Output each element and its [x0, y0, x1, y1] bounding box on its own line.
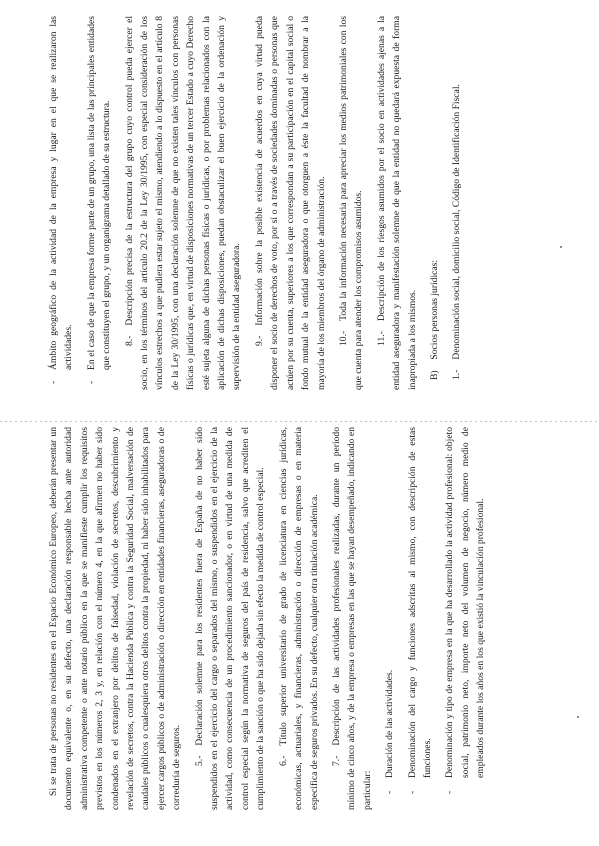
section-b-text: Socios personas jurídicas: — [428, 259, 440, 360]
section-b-paragraph-1-text: Denominación social, domicilio social, Código de Identificación Fiscal. — [451, 84, 463, 360]
paragraph-8-number: 8.- — [123, 335, 135, 346]
list-dash: - — [85, 380, 97, 384]
paragraph-9-text: Información sobre la posible existencia de acuerdos en cuya virtud pueda disponer el socio de derechos de voto, por sí o a través de sociedades dominadas o personas que actúen por su cuenta, superiores a los que correspondan a su participación en el capital social o fondo mutual de la entidad aseguradora o que otorguen a éste la facultad de nombrar a la mayoría de los miembros del órgano de administración. — [253, 16, 327, 390]
list-item-text: Ámbito geográfico de la actividad de la empresa y lugar en el que se realizaron las actividades. — [48, 16, 75, 370]
list-item — [46, 16, 77, 390]
paragraph-10-number: 10.- — [337, 330, 349, 346]
list-dash: - — [48, 380, 59, 384]
page-fold-line — [0, 421, 599, 422]
section-b-paragraph-1 — [449, 16, 464, 390]
paragraph-10 — [336, 16, 367, 390]
list-item-text: Duración de las actividades. — [384, 669, 396, 778]
paragraph-8 — [122, 16, 245, 390]
paragraph-11-number: 11.- — [375, 331, 387, 346]
list-item — [442, 427, 488, 810]
paragraph-6-number: 6.- — [277, 755, 289, 766]
scan-speck — [560, 246, 562, 248]
list-item — [382, 427, 397, 810]
list-item — [84, 16, 115, 390]
left-column — [46, 427, 496, 810]
section-b-paragraph-1-number: 1.- — [451, 369, 463, 380]
list-dash: - — [444, 790, 456, 794]
paragraph-9 — [252, 16, 329, 390]
list-item-text: Denominación del cargo y funciones adscritas al mismo, con descripción de estas funciones. — [406, 427, 433, 778]
paragraph-7 — [329, 427, 375, 810]
paragraph-7-text: Descripción de las actividades profesionales realizadas, durante un periodo mínimo de cinco años, y de la empresa o empresas en las que se hayan desempeñado, indicando en particular: — [330, 427, 373, 810]
paragraph-11 — [374, 16, 420, 390]
paragraph-5-text: Declaración solemne para los residentes fuera de España de no haber sido suspendidos en el ejercicio del cargo o separados del mismo, o suspendidos en el ejercicio de la actividad, como consecuencia de un procedimiento sancionador, o en virtud de una medida de control especial según la normativa de seguros del país de residencia, salvo que acrediten el cumplimiento de la sanción o que ha sido dejada sin efecto la medida de control especial. — [193, 427, 267, 810]
paragraph-6-text: Título superior universitario de grado de licenciatura en ciencias jurídicas, económicas, actuariales, y financieras, administración o dirección de empresas o en materia específica de seguros privados. En su defecto, cualquier otra titulación académica. — [277, 427, 320, 810]
scan-speck — [577, 716, 579, 718]
paragraph-11-text: Descripción de los riesgos asumidos por el socio en actividades ajenas a la entidad aseguradora y manifestación solemne de que la entidad no quedará expuesta de forma inapropiada a los mismos. — [375, 16, 418, 390]
paragraph-9-number: 9.- — [253, 335, 265, 346]
section-b-label: B) — [428, 370, 440, 380]
right-column — [46, 16, 472, 390]
paragraph-5 — [192, 427, 269, 810]
intro-paragraph: Si se trata de personas no residentes en el Espacio Económico Europeo, deberán presentar un documento equivalente o, en su defecto, una declaración responsable hecha ante autoridad administrativa competente o ante notario público en la que se manifieste cumplir los requisitos previstos en los números 2, 3 y, en relación con el número 4, en la que afirmen no haber sido condenados en el extranjero por delitos de falsedad, violación de secretos, descubrimiento y revelación de secretos, contra la Hacienda Pública y contra la Seguridad Social, malversación de caudales públicos o cualesquiera otros delitos contra la propiedad, ni haber sido inhabilitados para ejercer cargos públicos o de administración o dirección en entidades financieras, aseguradoras o de correduría de seguros. — [48, 427, 183, 810]
list-item-text: Denominación y tipo de empresa en la que ha desarrollado la actividad profesional: objeto social, patrimonio neto, importe neto del volumen de negocio, número medio de empleados durante los años en los que existió la vinculación profesional. — [444, 427, 487, 778]
paragraph-10-text: Toda la información necesaria para apreciar los medios patrimoniales con los que cuenta para atender los compromisos asumidos. — [337, 16, 365, 390]
list-item-text: En el caso de que la empresa forme parte de un grupo, una lista de las principales entidades que constituyen el grupo, y un organigrama detallado de su estructura. — [85, 16, 113, 370]
paragraph-5-number: 5.- — [193, 755, 205, 766]
paragraph-7-number: 7.- — [330, 755, 342, 766]
list-dash: - — [406, 790, 418, 794]
list-item — [405, 427, 436, 810]
paragraph-8-text: Descripción precisa de la estructura del grupo cuyo control pueda ejercer el socio, en los términos del artículo 20.2 de la Ley 30/1995, con especial consideración de los vínculos estrechos a que pudiera estar sujeto el mismo, atendiendo a lo dispuesto en el artículo 8 de la Ley 30/1995, con una declaración solemne de que no existen tales vínculos con personas físicas o jurídicas que, en virtud de disposiciones normativas de un tercer Estado a cuyo Derecho esté sujeta alguna de dichas personas físicas o jurídicas, o por problemas relacionados con la aplicación de dichas disposiciones, puedan obstaculizar el buen ejercicio de la ordenación y supervisión de la entidad aseguradora. — [123, 16, 243, 390]
section-b-heading — [427, 16, 442, 390]
paragraph-6 — [276, 427, 322, 810]
list-dash: - — [384, 790, 396, 794]
